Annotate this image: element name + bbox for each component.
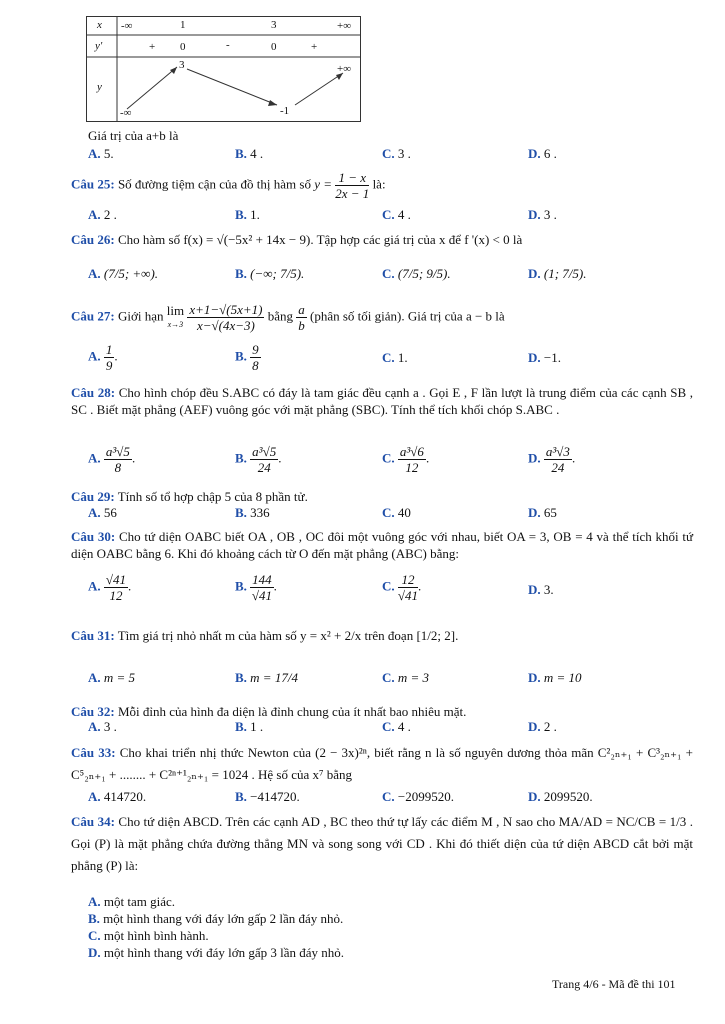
q24-option-c[interactable]: C. 3 .: [382, 146, 411, 161]
q34-stem: Câu 34: Cho tứ diện ABCD. Trên các cạnh AD , BC theo thứ tự lấy các điểm M , N sao cho MA/AD = NC/CB = 1/3 . Gọi (P) là mặt phẳng chứa đường thẳng MN và song song với CD . Khi đó thiết diện của tứ diện ABCD cắt bởi mặt phẳng (P) là:: [71, 814, 694, 873]
q34-option-a[interactable]: A. một tam giác.: [88, 894, 176, 909]
q27-option-c[interactable]: C. 1.: [382, 350, 408, 365]
q28-option-b[interactable]: B. $\frac{\text{a³√5}}{24}$ .: [235, 444, 282, 475]
q28-stem: Câu 28: Cho hình chóp đều S.ABC có đáy là tam giác đều cạnh a . Gọi E , F lần lượt là trung điểm của các cạnh SB , SC . Biết mặt phẳng (AEF) vuông góc với mặt phẳng (SBC). Tính thể tích khối chóp S.ABC .: [71, 385, 694, 417]
table-x-1: 1: [180, 19, 186, 31]
table-x-label: x: [97, 19, 102, 31]
table-yprime-zero1: 0: [180, 41, 186, 53]
q29-option-a[interactable]: A. 56: [88, 505, 117, 520]
q29-stem: Câu 29: Tính số tổ hợp chập 5 của 8 phần tử.: [71, 489, 308, 504]
q33-option-c[interactable]: C. −2099520.: [382, 789, 454, 804]
q32-option-c[interactable]: C. 4 .: [382, 719, 411, 734]
variation-table-grid: [87, 17, 360, 121]
q29-option-d[interactable]: D. 65: [528, 505, 557, 520]
q31-stem: Câu 31: Tìm giá trị nhỏ nhất m của hàm số y = x² + 2/x trên đoạn [1/2; 2].: [71, 628, 459, 643]
table-x-neg-inf: -∞: [121, 20, 133, 32]
q30-option-b[interactable]: B. $\frac{144}{√41}$ .: [235, 572, 277, 603]
q31-option-a[interactable]: A. m = 5: [88, 670, 136, 685]
q24-option-d[interactable]: D. 6 .: [528, 146, 557, 161]
q26-option-c[interactable]: C. (7/5; 9/5).: [382, 266, 451, 281]
q26-option-b[interactable]: B. (−∞; 7/5).: [235, 266, 305, 281]
q24-option-b[interactable]: B. 4 .: [235, 146, 264, 161]
q25-option-d[interactable]: D. 3 .: [528, 207, 557, 222]
table-y-pos-inf: +∞: [337, 63, 352, 75]
q27-limit-fraction: $\frac{x+1-√(5x+1)}{x-√(4x-3)}$: [189, 302, 263, 333]
table-yprime-zero2: 0: [271, 41, 277, 53]
q27-option-d[interactable]: D. −1.: [528, 350, 561, 365]
q29-option-b[interactable]: B. 336: [235, 505, 270, 520]
q26-stem: Câu 26: Cho hàm số f(x) = √(−5x² + 14x − 9). Tập hợp các giá trị của x để f '(x) < 0 là: [71, 232, 523, 247]
q34-option-d[interactable]: D. một hình thang với đáy lớn gấp 3 lần đáy nhỏ.: [88, 945, 345, 960]
q26-option-d[interactable]: D. (1; 7/5).: [528, 266, 587, 281]
q27-ab-fraction: $\frac{a}{b}$: [298, 302, 305, 333]
table-yprime-label: y': [95, 40, 103, 52]
q34-option-b[interactable]: B. một hình thang với đáy lớn gấp 2 lần đáy nhỏ.: [88, 911, 344, 926]
q27-option-b[interactable]: B. $\frac{9}{8}$: [235, 342, 259, 373]
table-y-label: y: [97, 81, 102, 93]
q25-option-c[interactable]: C. 4 .: [382, 207, 411, 222]
q24-option-a[interactable]: A. 5.: [88, 146, 114, 161]
q29-option-c[interactable]: C. 40: [382, 505, 411, 520]
page-footer: Trang 4/6 - Mã đề thi 101: [552, 977, 676, 991]
q33-option-d[interactable]: D. 2099520.: [528, 789, 593, 804]
q25-stem: Câu 25: Số đường tiệm cận của đồ thị hàm số y = $\frac{1 - x}{2x - 1}$ là:: [71, 170, 386, 201]
q27-option-a[interactable]: A. $\frac{1}{9}$ .: [88, 342, 118, 373]
q33-stem: Câu 33: Cho khai triển nhị thức Newton của (2 − 3x)²ⁿ, biết rằng n là số nguyên dương thỏa mãn C²₂ₙ₊₁ + C³₂ₙ₊₁ + C⁵₂ₙ₊₁ + ........ + C²ⁿ⁺¹₂ₙ₊₁ = 1024 . Hệ số của x⁷ bằng: [71, 745, 694, 782]
q27-stem: Câu 27: Giới hạn lim x→3 $\frac{x+1-√(5x+1)}{x-√(4x-3)}$ bằng $\frac{a}{b}$ (phân số tối giản). Giá trị của a − b là: [71, 302, 505, 333]
q30-option-c[interactable]: C. $\frac{12}{√41}$ .: [382, 572, 422, 603]
q28-option-c[interactable]: C. $\frac{\text{a³√6}}{12}$ .: [382, 444, 430, 475]
q26-option-a[interactable]: A. (7/5; +∞).: [88, 266, 159, 281]
q31-option-b[interactable]: B. m = 17/4: [235, 670, 298, 685]
q31-option-c[interactable]: C. m = 3: [382, 670, 430, 685]
q25-option-b[interactable]: B. 1.: [235, 207, 260, 222]
q33-option-a[interactable]: A. 414720.: [88, 789, 147, 804]
table-y-min: -1: [280, 105, 290, 117]
q34-option-c[interactable]: C. một hình bình hành.: [88, 928, 209, 943]
q32-stem: Câu 32: Mỗi đỉnh của hình đa diện là đỉnh chung của ít nhất bao nhiêu mặt.: [71, 704, 467, 719]
table-x-3: 3: [271, 19, 277, 31]
q30-option-a[interactable]: A. $\frac{√41}{12}$ .: [88, 572, 132, 603]
table-yprime-minus: -: [226, 39, 230, 51]
q30-stem: Câu 30: Cho tứ diện OABC biết OA , OB , OC đôi một vuông góc với nhau, biết OA = 3, OB = 4 và thể tích khối tứ diện OABC bằng 6. Khi đó khoảng cách từ O đến mặt phẳng (ABC) bằng:: [71, 529, 694, 561]
variation-table: [86, 16, 361, 122]
table-yprime-plus1: +: [149, 41, 156, 53]
q28-option-d[interactable]: D. $\frac{\text{a³√3}}{24}$ .: [528, 444, 576, 475]
table-yprime-plus2: +: [311, 41, 318, 53]
q32-option-d[interactable]: D. 2 .: [528, 719, 557, 734]
table-x-pos-inf: +∞: [337, 20, 352, 32]
q24-stem: Giá trị của a+b là: [88, 128, 179, 143]
table-y-neg-inf: -∞: [120, 107, 132, 119]
q32-option-a[interactable]: A. 3 .: [88, 719, 117, 734]
q31-option-d[interactable]: D. m = 10: [528, 670, 582, 685]
q25-option-a[interactable]: A. 2 .: [88, 207, 117, 222]
q28-option-a[interactable]: A. $\frac{\text{a³√5}}{8}$ .: [88, 444, 136, 475]
q32-option-b[interactable]: B. 1 .: [235, 719, 264, 734]
table-y-max: 3: [179, 59, 185, 71]
q33-option-b[interactable]: B. −414720.: [235, 789, 300, 804]
q25-formula: $\frac{1 - x}{2x - 1}$: [335, 170, 370, 201]
q30-option-d[interactable]: D. 3.: [528, 582, 554, 597]
